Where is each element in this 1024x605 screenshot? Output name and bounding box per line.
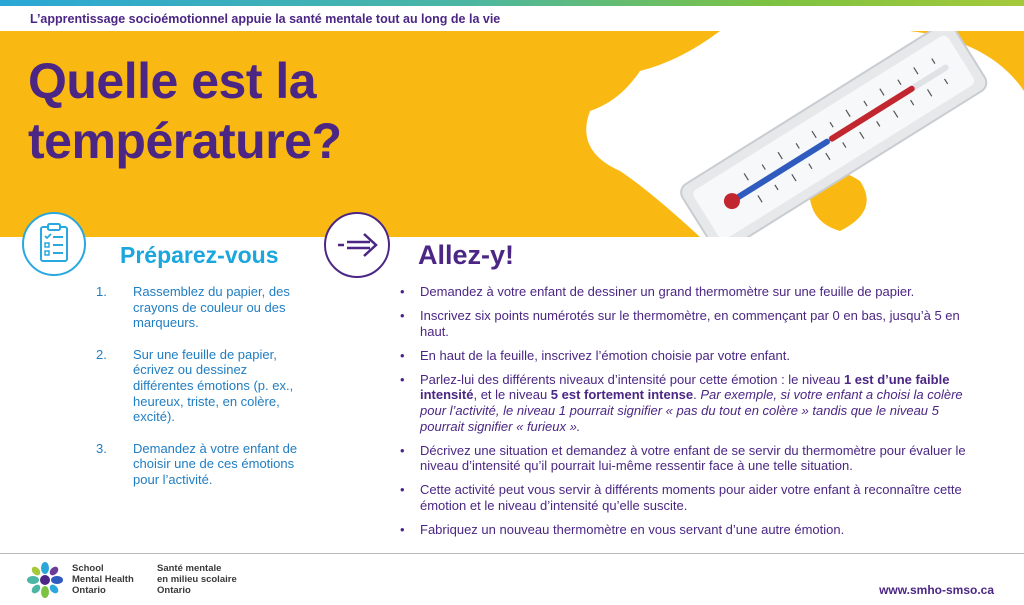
logo-text-english — [72, 563, 134, 596]
item-text: Décrivez une situation et demandez à votre enfant de se servir du thermomètre pour évaluer le niveau d’intensité qu’il pourrait lui-même ressentir face à une telle situation. — [420, 442, 966, 474]
logo-line: Santé mentale — [157, 563, 222, 574]
bullet: • — [400, 522, 405, 538]
bullet: • — [400, 308, 405, 324]
tagline: L’apprentissage socioémotionnel appuie la santé mentale tout au long de la vie — [30, 12, 501, 26]
bold-part: 5 est fortement intense — [550, 387, 694, 403]
go-heading: Allez-y! — [418, 240, 515, 270]
bullet: • — [400, 482, 405, 498]
go-list — [400, 284, 980, 546]
bullet: • — [400, 442, 405, 458]
title-banner — [0, 31, 1024, 237]
clipboard-checklist-icon — [22, 212, 86, 276]
example-text: Par exemple, si votre enfant a choisi la colère pour l’activité, le niveau 1 pourrait signifier « pas du tout en colère » tandis que le niveau 5 pourrait signifier « furieux ». — [420, 387, 963, 434]
list-item — [400, 482, 980, 513]
text-part: , et le niveau — [473, 387, 551, 403]
logo-text-french — [157, 563, 237, 596]
list-item — [400, 284, 980, 300]
item-text: Rassemblez du papier, des crayons de couleur ou des marqueurs. — [133, 284, 290, 331]
bullet: • — [400, 347, 405, 363]
item-number: 3. — [96, 440, 107, 456]
bullet: • — [400, 371, 405, 387]
item-text: En haut de la feuille, inscrivez l’émotion choisie par votre enfant. — [420, 347, 790, 363]
bullet: • — [400, 284, 405, 299]
item-text — [420, 372, 980, 434]
item-text: Fabriquez un nouveau thermomètre en vous servant d’une autre émotion. — [420, 522, 845, 538]
list-item — [400, 308, 980, 339]
text-part: . — [693, 387, 701, 403]
logo-line: Ontario — [72, 585, 106, 596]
arrow-right-icon — [324, 212, 390, 278]
title-line-2: température? — [28, 113, 342, 169]
footer-divider — [0, 553, 1024, 554]
item-text: Inscrivez six points numérotés sur le thermomètre, en commençant par 0 en bas, jusqu’à 5 en haut. — [420, 308, 960, 339]
title-line-1: Quelle est la — [28, 53, 317, 109]
item-text: Sur une feuille de papier, écrivez ou dessinez différentes émotions (p. ex., heureux, triste, en colère, excité). — [133, 346, 294, 425]
smho-logo-icon — [26, 561, 64, 599]
logo-line: School — [72, 563, 104, 574]
prepare-heading: Préparez-vous — [120, 242, 279, 268]
bold-part: 1 est d’une faible intensité — [420, 371, 950, 403]
list-item — [400, 522, 980, 538]
logo-line: en milieu scolaire — [157, 574, 237, 585]
page-title — [28, 51, 342, 171]
prepare-list — [96, 284, 311, 504]
text-part: Parlez-lui des différents niveaux d’intensité pour cette émotion : le niveau — [420, 371, 844, 387]
list-item — [96, 284, 311, 331]
website-link[interactable]: www.smho-smso.ca — [879, 583, 994, 597]
item-number: 1. — [96, 284, 107, 299]
top-color-strip — [0, 0, 1024, 6]
item-text: Demandez à votre enfant de choisir une de ces émotions pour l’activité. — [133, 440, 298, 487]
item-text: Cette activité peut vous servir à différents moments pour aider votre enfant à reconnaître cette émotion et le niveau d’intensité qu’elle suscite. — [420, 482, 962, 514]
list-item — [400, 443, 980, 474]
list-item — [400, 372, 980, 434]
thermometer-illustration — [580, 31, 1024, 237]
item-text: Demandez à votre enfant de dessiner un grand thermomètre sur une feuille de papier. — [420, 284, 915, 299]
logo-line: Ontario — [157, 585, 191, 596]
list-item — [400, 348, 980, 364]
item-number: 2. — [96, 346, 107, 362]
list-item — [96, 441, 311, 488]
logo-line: Mental Health — [72, 574, 134, 585]
list-item — [96, 347, 311, 425]
